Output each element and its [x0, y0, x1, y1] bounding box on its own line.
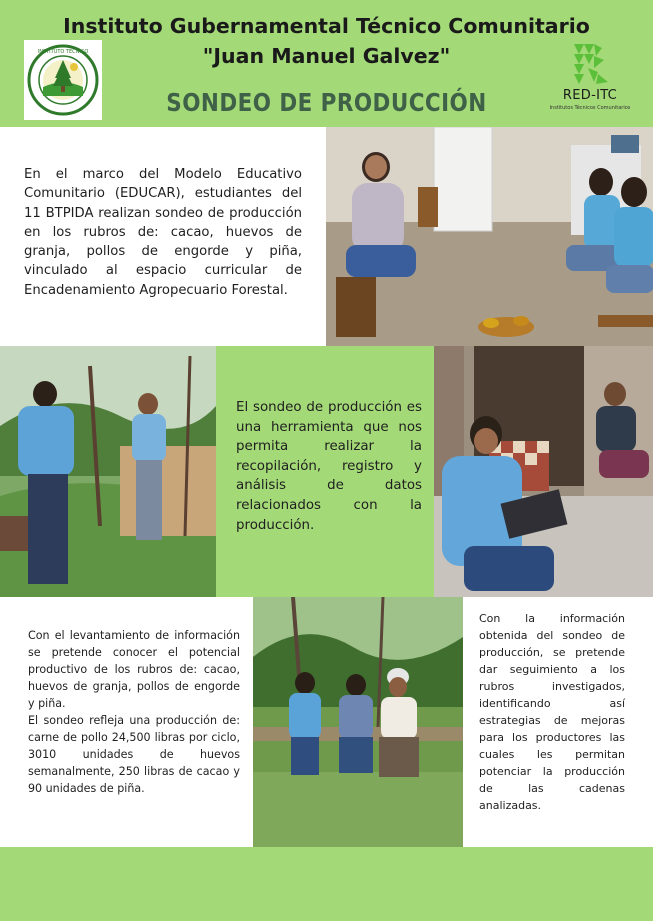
definition-paragraph: El sondeo de producción es una herramienta que nos permita realizar la recopilación, registro y análisis de datos relacionados con la producción.: [236, 400, 422, 533]
intro-paragraph: En el marco del Modelo Educativo Comunitario (EDUCAR), estudiantes del 11 BTPIDA realizan sondeo de producción en los rubros de: cacao, huevos de granja, pollos de engorde y piña, vinculado al espacio curricular de Encadenamiento Agropecuario Forestal.: [24, 167, 302, 298]
photo-interview-doorway: [434, 346, 653, 597]
photo-field-visit: [0, 346, 216, 597]
page-title: SONDEO DE PRODUCCIÓN: [166, 88, 487, 117]
photo-interview-kitchen: [326, 127, 653, 346]
followup-paragraph: Con la información obtenida del sondeo de producción, se pretende dar seguimiento a los rubros investigados, identificando así estrategias de mejoras para los productores las cuales les permitan potenciar la producción de las cadenas analizadas.: [479, 612, 625, 812]
school-seal-logo: [24, 40, 102, 120]
institute-name-line2: "Juan Manuel Galvez": [202, 44, 451, 68]
svg-text:INSTITUTO TECNICO: INSTITUTO TECNICO: [37, 49, 89, 55]
photo-students-bench: [253, 597, 463, 847]
red-itc-logo-text: RED-ITC: [562, 88, 618, 103]
red-itc-logo: [548, 42, 632, 114]
purpose-paragraph-1: Con el levantamiento de información se pretende conocer el potencial productivo de los rubros de: cacao, huevos de granja, pollos de engorde y piña.: [28, 629, 240, 710]
red-itc-logo-subtext: Institutos Técnicos Comunitarios: [549, 105, 631, 111]
purpose-paragraphs: [28, 627, 240, 797]
institute-name-line1: Instituto Gubernamental Técnico Comunitario: [63, 14, 590, 38]
purpose-paragraph-2: El sondeo refleja una producción de: carne de pollo 24,500 libras por ciclo, 3010 unidades de huevos semanalmente, 250 libras de cacao y 90 unidades de piña.: [28, 714, 240, 795]
